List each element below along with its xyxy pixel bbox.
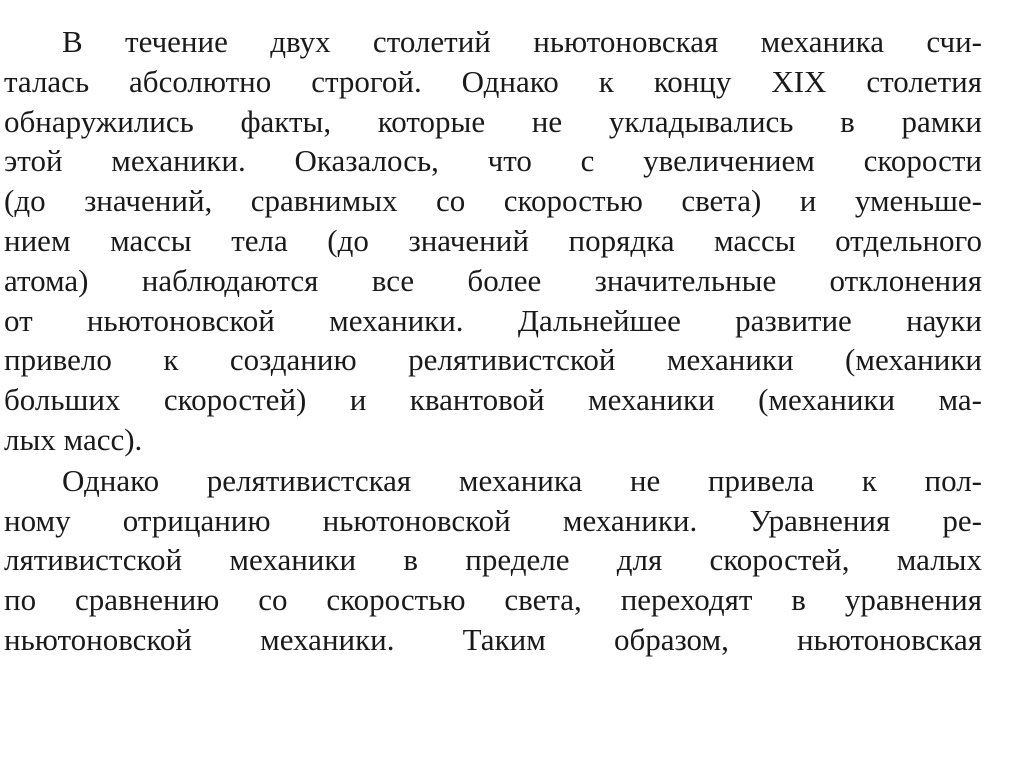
text-line: от ньютоновской механики. Дальнейшее развитие науки <box>4 302 982 338</box>
text-line: обнаружились факты, которые не укладывались в рамки <box>4 103 982 139</box>
text-line: больших скоростей) и квантовой механики (механики ма- <box>4 382 982 418</box>
text-line: этой механики. Оказалось, что с увеличением скорости <box>4 143 982 179</box>
document-text <box>4 22 982 660</box>
paragraph-1 <box>4 22 982 460</box>
text-line: Однако релятивистская механика не привела к пол- <box>62 462 982 498</box>
text-line: нием массы тела (до значений порядка массы отдельного <box>4 222 982 258</box>
text-line: ньютоновской механики. Таким образом, ньютоновская <box>4 621 982 657</box>
text-line: В течение двух столетий ньютоновская механика счи- <box>62 24 982 59</box>
text-line: лых масс). <box>4 421 143 457</box>
text-line: ному отрицанию ньютоновской механики. Уравнения ре- <box>4 502 982 538</box>
text-line: атома) наблюдаются все более значительные отклонения <box>4 262 982 298</box>
text-line: талась абсолютно строгой. Однако к концу XIX столетия <box>4 63 982 99</box>
text-line: лятивистской механики в пределе для скоростей, малых <box>4 542 982 578</box>
paragraph-2 <box>4 461 982 660</box>
text-line: по сравнению со скоростью света, переходят в уравнения <box>4 582 982 618</box>
text-line: (до значений, сравнимых со скоростью света) и уменьше- <box>4 183 982 219</box>
text-line: привело к созданию релятивистской механики (механики <box>4 342 982 378</box>
